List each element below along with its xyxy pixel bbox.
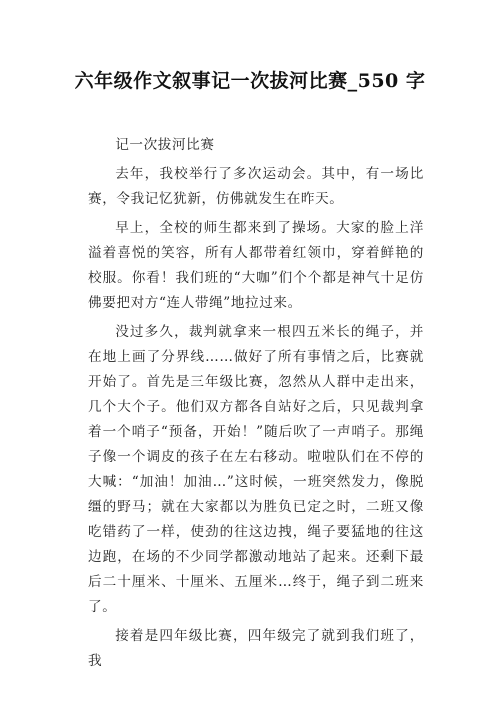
essay-heading: 记一次拔河比赛 (115, 137, 215, 153)
document-body (88, 133, 424, 674)
paragraph-1: 去年，我校举行了多次运动会。其中，有一场比赛，令我记忆犹新，仿佛就发生在昨天。 (88, 166, 424, 207)
paragraph-4: 接着是四年级比赛，四年级完了就到我们班了，我 (88, 628, 424, 669)
paragraph-3: 没过多久，裁判就拿来一根四五米长的绳子，并在地上画了分界线……做好了所有事情之后，比赛就开始了。首先是三年级比赛，忽然从人群中走出来，几个大个子。他们双方都各自站好之后，只见裁判拿着一个哨子“预备，开始！”随后吹了一声哨子。那绳子像一个调皮的孩子在左右移动。啦啦队们在不停的大喊：“加油！加油…”这时候，一班突然发力，像脱缰的野马；就在大家都以为胜负已定之时，二班又像吃错药了一样，使劲的往这边拽，绳子要猛地的往这边跑，在场的不少同学都激动地站了起来。还剩下最后二十厘米、十厘米、五厘米…终于，绳子到二班来了。 (88, 324, 424, 615)
document-title: 六年级作文叙事记一次拔河比赛_550 字 (74, 70, 426, 92)
paragraph-2: 早上，全校的师生都来到了操场。大家的脸上洋溢着喜悦的笑容，所有人都带着红领巾，穿着鲜艳的校服。你看！我们班的“大咖”们个个都是神气十足仿佛要把对方“连人带绳”地拉过来。 (88, 220, 424, 311)
